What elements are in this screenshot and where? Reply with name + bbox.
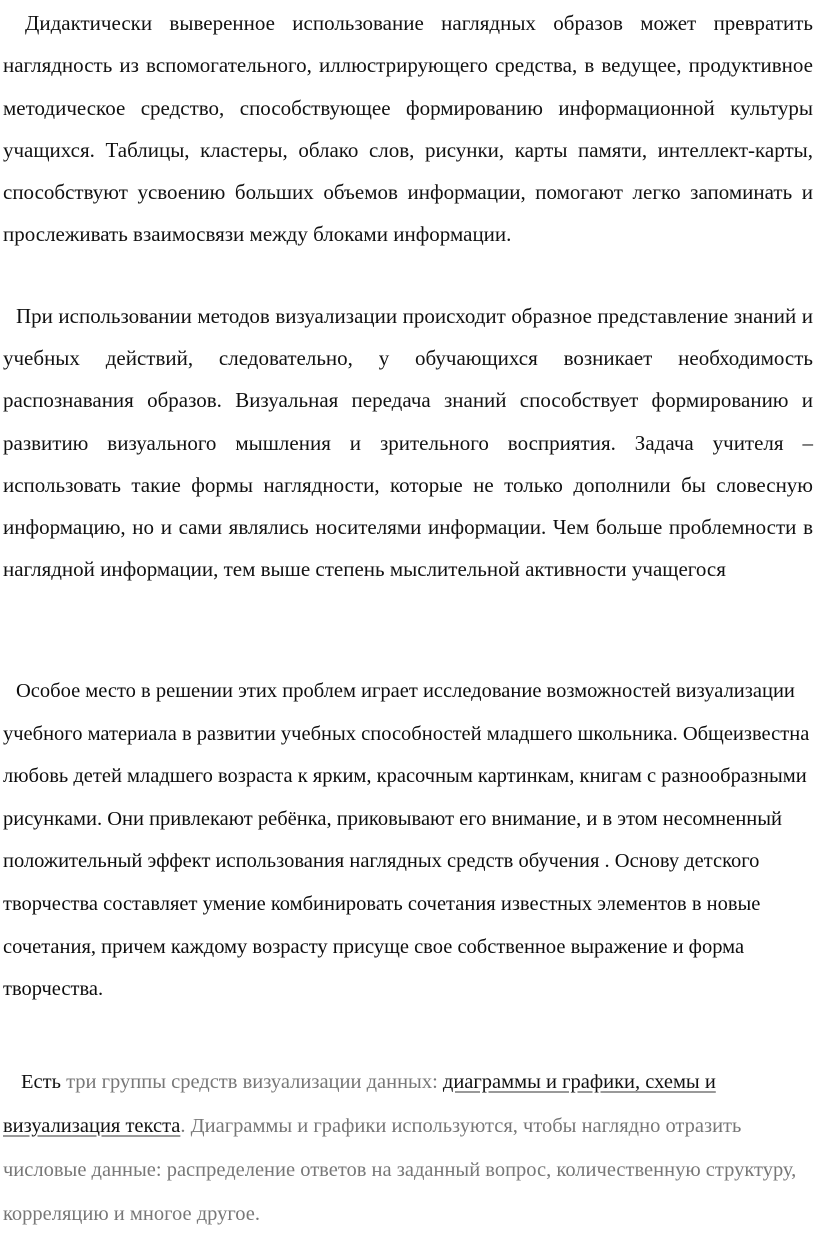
paragraph-visualization-groups xyxy=(3,1060,813,1236)
link-diagrams-and-charts[interactable]: диаграммы и графики, схемы и визуализация текста xyxy=(3,1071,716,1137)
text-diagrams-usage: . Диаграммы и графики используются, чтобы наглядно отразить числовые данные: распределение ответов на заданный вопрос, количественную структуру, корреляцию и многое другое. xyxy=(3,1115,797,1225)
text-three-groups: три группы средств визуализации данных: xyxy=(60,1071,443,1093)
paragraph-didactic: Дидактически выверенное использование наглядных образов может превратить наглядность из вспомогательного, иллюстрирующего средства, в ведущее, продуктивное методическое средство, способствующее формированию информационной культуры учащихся. Таблицы, кластеры, облако слов, рисунки, карты памяти, интеллект-карты, способствуют усвоению больших объемов информации, помогают легко запоминать и прослеживать взаимосвязи между блоками информации. xyxy=(3,11,813,247)
paragraph-special-place: Особое место в решении этих проблем играет исследование возможностей визуализации учебного материала в развитии учебных способностей младшего школьника. Общеизвестна любовь детей младшего возраста к ярким, красочным картинкам, книгам с разнообразными рисунками. Они привлекают ребёнка, приковывают его внимание, и в этом несомненный положительный эффект использования наглядных средств обучения . Основу детского творчества составляет умение комбинировать сочетания известных элементов в новые сочетания, причем каждому возрасту присуще свое собственное выражение и форма творчества. xyxy=(3,680,810,1001)
text-est: Есть xyxy=(21,1071,61,1093)
paragraph-visualization-methods: При использовании методов визуализации происходит образное представление знаний и учебных действий, следовательно, у обучающихся возникает необходимость распознавания образов. Визуальная передача знаний способствует формированию и развитию визуального мышления и зрительного восприятия. Задача учителя – использовать такие формы наглядности, которые не только дополнили бы словесную информацию, но и сами являлись носителями информации. Чем больше проблемности в наглядной информации, тем выше степень мыслительной активности учащегося xyxy=(3,304,813,582)
